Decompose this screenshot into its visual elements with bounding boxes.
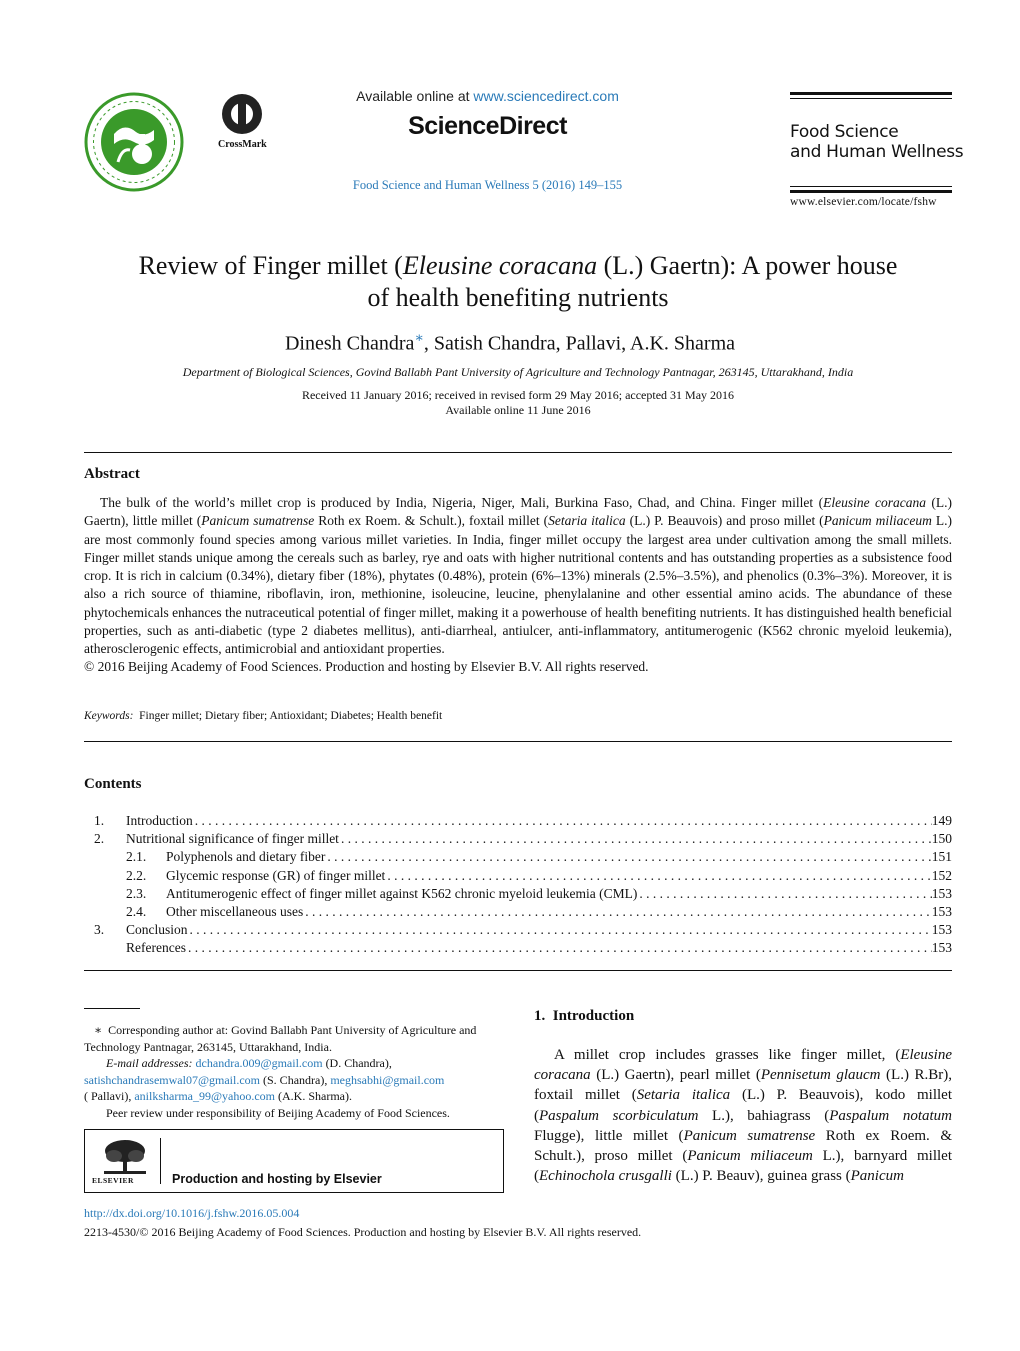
divider: [84, 452, 952, 453]
available-online: Available online at www.sciencedirect.com: [356, 88, 619, 104]
abstract-heading: Abstract: [84, 466, 140, 482]
toc-leader: [637, 885, 931, 903]
title-line-2: of health benefiting nutrients: [367, 283, 669, 312]
toc-leader: [186, 939, 932, 957]
toc-title[interactable]: References: [126, 940, 186, 956]
journal-url[interactable]: www.elsevier.com/locate/fshw: [790, 196, 937, 208]
sciencedirect-brand: ScienceDirect: [408, 112, 567, 140]
email-footnote: E-mail addresses: dchandra.009@gmail.com (D. Chandra), satishchandrasemwal07@gmail.com (S. Chandra), meghsabhi@gmail.com ( Pallavi), anilksharma_99@yahoo.com (A.K. Sharma).: [84, 1056, 445, 1103]
corresponding-mark[interactable]: ∗: [414, 331, 424, 346]
toc-number: 2.3.: [126, 885, 147, 901]
sciencedirect-link[interactable]: www.sciencedirect.com: [473, 88, 619, 104]
toc-title[interactable]: Other miscellaneous uses: [166, 903, 304, 919]
academy-seal-logo: [84, 92, 184, 192]
toc-page[interactable]: 153: [931, 940, 952, 956]
introduction-heading: 1. Introduction: [534, 1008, 635, 1024]
toc-number: 2.1.: [126, 849, 147, 865]
toc-title[interactable]: Polyphenols and dietary fiber: [166, 849, 326, 865]
journal-name: Food Science and Human Wellness: [790, 122, 964, 162]
toc-title[interactable]: Glycemic response (GR) of finger millet: [166, 867, 386, 883]
keywords-text: Finger millet; Dietary fiber; Antioxidant; Diabetes; Health benefit: [139, 710, 443, 722]
toc-page[interactable]: 149: [931, 813, 952, 828]
affiliation: Department of Biological Sciences, Govind Ballabh Pant University of Agriculture and Technology Pantnagar, 263145, Uttarakhand, India: [182, 365, 854, 379]
issn-copyright: 2213-4530/© 2016 Beijing Academy of Food Sciences. Production and hosting by Elsevier B.V. All rights reserved.: [84, 1225, 642, 1239]
toc-page[interactable]: 150: [931, 831, 952, 847]
author-dinesh-chandra[interactable]: Dinesh Chandra: [284, 332, 415, 355]
toc-leader: [339, 830, 932, 848]
abstract-copyright: © 2016 Beijing Academy of Food Sciences. Production and hosting by Elsevier B.V. All rights reserved.: [84, 659, 649, 674]
divider: [84, 741, 952, 742]
toc-leader: [385, 867, 931, 885]
toc-title[interactable]: Conclusion: [126, 922, 188, 938]
toc-page[interactable]: 153: [931, 922, 952, 938]
toc-page[interactable]: 153: [931, 885, 952, 901]
toc-entry[interactable]: [94, 848, 952, 866]
footnotes: [84, 1022, 504, 1121]
keywords: [84, 710, 442, 722]
toc-page[interactable]: 153: [931, 903, 952, 919]
toc-title[interactable]: Introduction: [126, 813, 193, 828]
footnote-rule: [84, 1008, 140, 1009]
toc-number: [94, 939, 126, 957]
toc-entry[interactable]: [94, 812, 952, 830]
email-link[interactable]: satishchandrasemwal07@gmail.com: [84, 1072, 261, 1087]
toc-leader: [193, 812, 932, 830]
toc-page[interactable]: 151: [931, 849, 952, 865]
corresponding-footnote: ∗ Corresponding author at: Govind Ballabh Pant University of Agriculture and Technology Pantnagar, 263145, Uttarakhand, India.: [84, 1023, 477, 1054]
toc-leader: [188, 921, 932, 939]
email-link[interactable]: anilksharma_99@yahoo.com: [134, 1089, 276, 1103]
toc-leader: [303, 903, 932, 921]
journal-rule: [790, 186, 952, 187]
journal-rule: [790, 92, 952, 95]
journal-reference[interactable]: Food Science and Human Wellness 5 (2016) 149–155: [352, 178, 623, 192]
elsevier-tree-logo: [100, 1138, 150, 1176]
toc-number: 1.: [94, 813, 105, 828]
toc-number: 3.: [94, 922, 105, 938]
toc-number: 2.: [94, 831, 105, 847]
journal-rule: [790, 190, 952, 193]
toc-entry[interactable]: [94, 867, 952, 885]
article-title: [60, 250, 976, 314]
toc-leader: [325, 848, 931, 866]
elsevier-wordmark: ELSEVIER: [92, 1176, 134, 1185]
divider: [84, 970, 952, 971]
toc-page[interactable]: 152: [931, 867, 952, 883]
keywords-label: Keywords:: [84, 710, 134, 722]
toc-entry[interactable]: [94, 939, 952, 957]
contents-heading: Contents: [84, 776, 142, 792]
abstract-text: The bulk of the world’s millet crop is produced by India, Nigeria, Niger, Mali, Burkina Faso, Chad, and China. Finger millet (Eleusine coracana (L.) Gaertn), little millet (Panicum sumatrense Roth ex Roem. & Schult.), foxtail millet (Setaria italica (L.) P. Beauvois) and proso millet (Panicum miliaceum L.) are most commonly found species among various millet varieties. In India, finger millet occupy the largest area under cultivation among the small millets. Finger millet stands unique among the cereals such as barley, rye and oats with higher nutritional contents and has outstanding properties as a subsistence food crop. It is rich in calcium (0.34%), dietary fiber (18%), phytates (0.48%), protein (6%–13%) minerals (2.5%–3.5%), and phenolics (0.3%–3%). Moreover, it is also a rich source of thiamine, riboflavin, iron, methionine, isoleucine, leucine, phenylalanine and other essential amino acids. The abundance of these phytochemicals enhances the nutraceutical potential of finger millet, making it a powerhouse of health benefiting nutrients. It has distinguished health beneficial properties, such as anti-diabetic (type 2 diabetes mellitus), anti-diarrheal, antiulcer, anti-inflammatory, antitumerogenic (K562 chronic myeloid leukemia), atherosclerogenic effects, antimicrobial and antioxidant properties.: [84, 495, 952, 657]
production-hosting-label: Production and hosting by Elsevier: [172, 1172, 382, 1186]
crossmark-label: CrossMark: [218, 139, 267, 150]
title-line-1: Review of Finger millet (Eleusine coracana (L.) Gaertn): A power house: [138, 251, 898, 280]
toc-title[interactable]: Antitumerogenic effect of finger millet against K562 chronic myeloid leukemia (CML): [166, 885, 638, 901]
toc-entry[interactable]: [94, 903, 952, 921]
article-dates: Received 11 January 2016; received in revised form 29 May 2016; accepted 31 May 2016 Available online 11 June 2016: [301, 388, 735, 417]
email-link[interactable]: meghsabhi@gmail.com: [330, 1072, 445, 1087]
doi-link[interactable]: http://dx.doi.org/10.1016/j.fshw.2016.05.004: [84, 1206, 300, 1220]
toc-entry[interactable]: [94, 830, 952, 848]
peer-review-note: Peer review under responsibility of Beijing Academy of Food Sciences.: [106, 1105, 450, 1120]
table-of-contents: [94, 812, 952, 958]
banner-divider: [160, 1138, 161, 1184]
toc-title[interactable]: Nutritional significance of finger millet: [126, 831, 339, 847]
toc-number: 2.2.: [126, 867, 147, 883]
toc-number: 2.4.: [126, 903, 147, 919]
author-list: Dinesh Chandra∗, Satish Chandra, Pallavi, A.K. Sharma: [284, 331, 735, 355]
toc-entry[interactable]: [94, 885, 952, 903]
introduction-text: A millet crop includes grasses like finger millet, (Eleusine coracana (L.) Gaertn), pearl millet (Pennisetum glaucm (L.) R.Br), foxtail millet (Setaria italica (L.) P. Beauvois), kodo millet (Paspalum scorbiculatum L.), bahiagrass (Paspalum notatum Flugge), little millet (Panicum sumatrense Roth ex Roem. & Schult.), proso millet (Panicum miliaceum L.), barnyard millet (Echinochola crusgalli (L.) P. Beauv), guinea grass (Panicum: [534, 1047, 953, 1185]
journal-rule: [790, 98, 952, 99]
email-link[interactable]: dchandra.009@gmail.com: [195, 1056, 323, 1070]
toc-entry[interactable]: [94, 921, 952, 939]
